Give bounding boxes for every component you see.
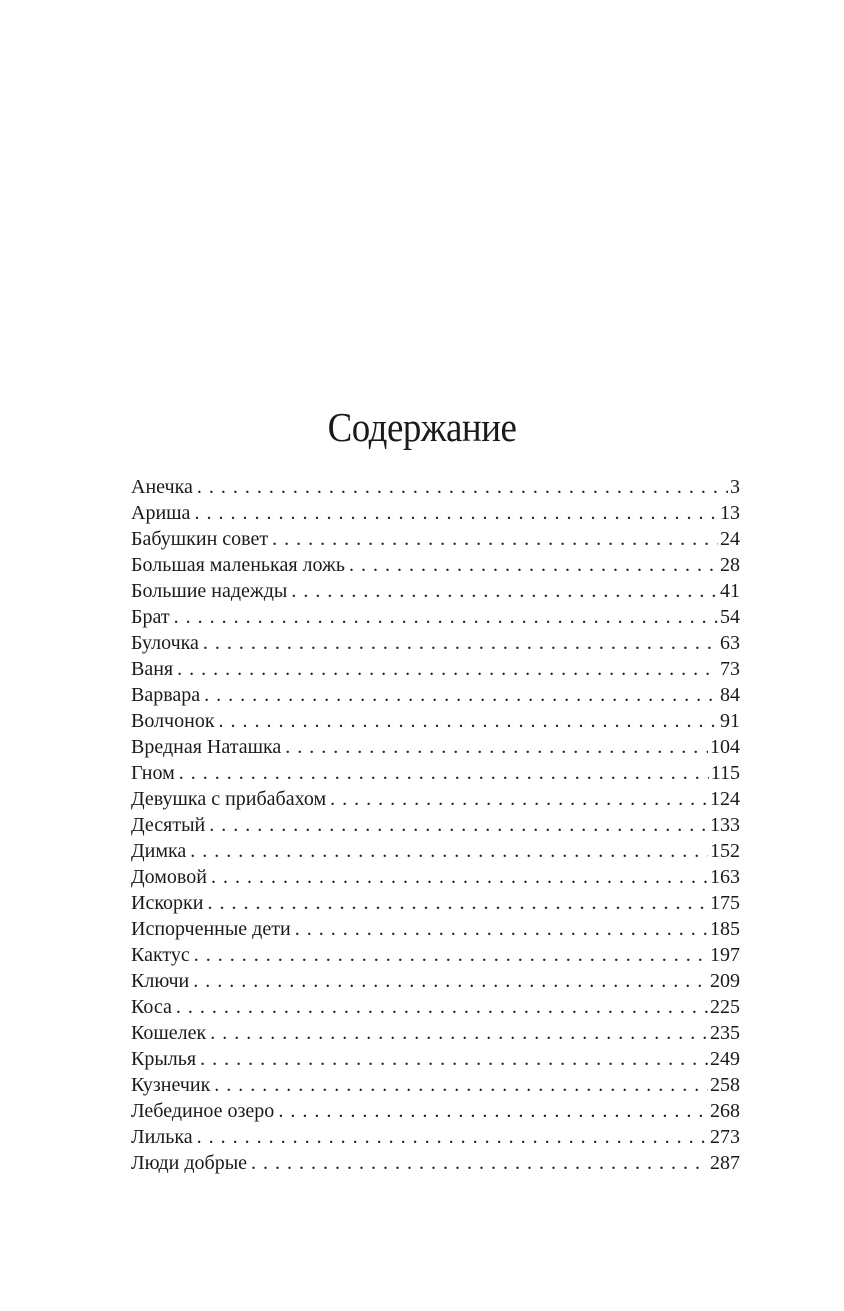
toc-entry [131,890,740,916]
toc-entry-title: Лилька [131,1126,193,1148]
toc-entry [131,786,740,812]
toc-entry-page-number: 133 [710,814,740,836]
toc-entry-page-number: 63 [720,632,740,654]
dot-leader [268,526,718,552]
toc-entry [131,552,740,578]
toc-entry-page-number: 104 [710,736,740,758]
toc-entry-title: Ваня [131,658,174,680]
dot-leader [247,1150,708,1176]
toc-entry-page-number: 185 [710,918,740,940]
table-of-contents [131,474,740,1176]
toc-entry-title: Люди добрые [131,1152,248,1174]
toc-entry [131,500,740,526]
toc-entry [131,968,740,994]
toc-entry-title: Десятый [131,814,206,836]
toc-entry [131,1072,740,1098]
dot-leader [173,656,718,682]
page-title: Содержание [327,404,517,450]
toc-entry [131,942,740,968]
toc-entry [131,994,740,1020]
toc-entry-title: Кузнечик [131,1074,211,1096]
dot-leader [205,812,708,838]
dot-leader [203,890,708,916]
dot-leader [186,838,708,864]
dot-leader [190,500,718,526]
toc-entry-page-number: 152 [710,840,740,862]
toc-entry-page-number: 197 [710,944,740,966]
dot-leader [281,734,708,760]
toc-entry [131,578,740,604]
toc-entry [131,682,740,708]
toc-entry-title: Булочка [131,632,199,654]
dot-leader [175,760,709,786]
toc-entry-title: Ариша [131,502,191,524]
toc-entry-page-number: 175 [710,892,740,914]
toc-entry-title: Варвара [131,684,201,706]
toc-entry-title: Лебединое озеро [131,1100,275,1122]
toc-entry-page-number: 13 [720,502,740,524]
toc-entry-title: Бабушкин совет [131,528,269,550]
toc-entry [131,1046,740,1072]
toc-entry-page-number: 73 [720,658,740,680]
toc-entry-page-number: 268 [710,1100,740,1122]
toc-entry [131,604,740,630]
dot-leader [206,1020,708,1046]
dot-leader [190,942,708,968]
dot-leader [193,1124,708,1150]
dot-leader [326,786,708,812]
dot-leader [172,994,708,1020]
toc-entry-title: Коса [131,996,172,1018]
dot-leader [287,578,718,604]
toc-entry-title: Ключи [131,970,190,992]
toc-entry [131,1020,740,1046]
toc-entry-title: Димка [131,840,187,862]
toc-entry-page-number: 273 [710,1126,740,1148]
toc-entry-page-number: 124 [710,788,740,810]
toc-entry-title: Гном [131,762,175,784]
toc-entry-title: Брат [131,606,170,628]
toc-entry [131,630,740,656]
toc-entry-title: Девушка с прибабахом [131,788,327,810]
dot-leader [199,630,718,656]
dot-leader [189,968,708,994]
toc-entry-page-number: 163 [710,866,740,888]
toc-entry-title: Крылья [131,1048,197,1070]
dot-leader [170,604,718,630]
toc-entry-title: Кошелек [131,1022,207,1044]
toc-entry-title: Кактус [131,944,190,966]
dot-leader [207,864,708,890]
toc-entry-page-number: 235 [710,1022,740,1044]
toc-entry-page-number: 225 [710,996,740,1018]
toc-entry-title: Большая маленькая ложь [131,554,345,576]
toc-entry-title: Волчонок [131,710,215,732]
toc-entry-page-number: 249 [710,1048,740,1070]
toc-entry [131,734,740,760]
dot-leader [210,1072,708,1098]
toc-entry-title: Большие надежды [131,580,288,602]
toc-entry [131,838,740,864]
toc-entry [131,656,740,682]
toc-entry-title: Домовой [131,866,207,888]
toc-entry-page-number: 287 [710,1152,740,1174]
dot-leader [345,552,718,578]
toc-entry-page-number: 54 [720,606,740,628]
dot-leader [193,474,728,500]
toc-entry [131,708,740,734]
toc-entry-title: Вредная Наташка [131,736,282,758]
toc-entry [131,812,740,838]
toc-entry-page-number: 91 [720,710,740,732]
toc-entry-page-number: 24 [720,528,740,550]
toc-entry [131,1098,740,1124]
toc-entry-page-number: 209 [710,970,740,992]
toc-entry [131,1150,740,1176]
toc-entry-title: Искорки [131,892,204,914]
toc-entry [131,1124,740,1150]
toc-entry-page-number: 41 [720,580,740,602]
dot-leader [291,916,708,942]
toc-entry-title: Испорченные дети [131,918,291,940]
toc-entry [131,526,740,552]
dot-leader [274,1098,708,1124]
dot-leader [215,708,718,734]
toc-entry [131,760,740,786]
dot-leader [200,682,718,708]
toc-entry-page-number: 115 [710,762,740,784]
dot-leader [196,1046,708,1072]
toc-entry-page-number: 258 [710,1074,740,1096]
toc-entry [131,916,740,942]
toc-entry-title: Анечка [131,476,193,498]
toc-entry [131,864,740,890]
toc-entry-page-number: 84 [720,684,740,706]
toc-entry-page-number: 28 [720,554,740,576]
toc-entry-page-number: 3 [730,476,740,498]
toc-entry [131,474,740,500]
